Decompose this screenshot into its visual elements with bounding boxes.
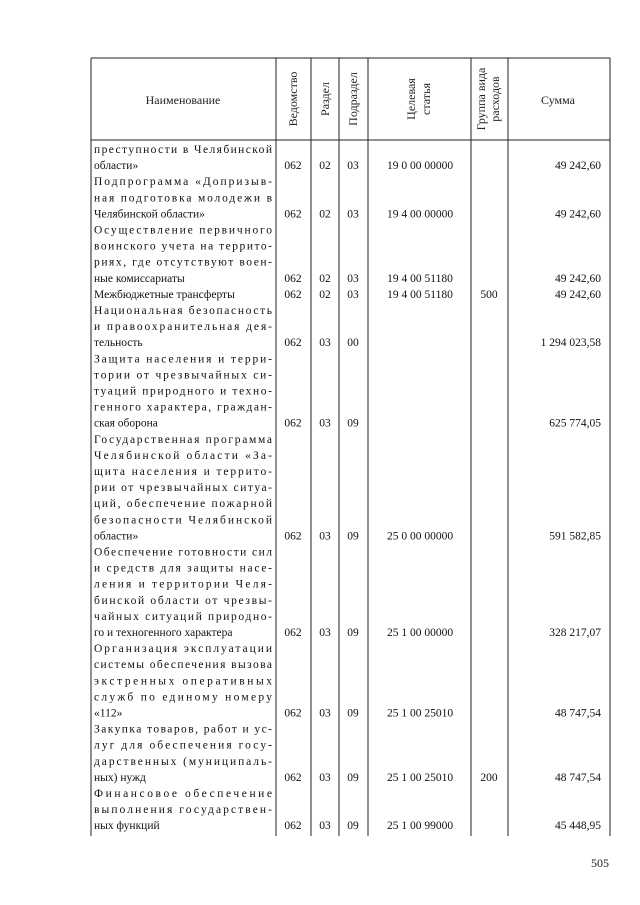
table-row: [94, 643, 601, 719]
table-row: [94, 176, 601, 220]
cell-section: 03: [319, 417, 331, 430]
cell-section: 03: [319, 820, 331, 833]
cell-dept: 062: [284, 272, 302, 285]
cell-subsection: 09: [347, 771, 359, 784]
header-expense-line1: Группа вида: [474, 67, 488, 131]
row-name-line: генного характера, граждан-: [94, 401, 272, 414]
cell-dept: 062: [284, 530, 302, 543]
row-name-line: Челябинской области»: [94, 208, 205, 221]
cell-subsection: 03: [347, 288, 359, 301]
row-name-line: безопасности Челябинской: [94, 514, 272, 527]
cell-dept: 062: [284, 820, 302, 833]
table-row: [94, 788, 601, 832]
row-name-line: рии от чрезвычайных ситуа-: [94, 482, 272, 495]
cell-target: 25 1 00 25010: [386, 771, 454, 784]
row-name-line: Осуществление первичного: [94, 224, 272, 237]
cell-subsection: 09: [347, 417, 359, 430]
row-name-line: «112»: [94, 707, 123, 720]
row-name-line: ления и территории Челя-: [94, 578, 272, 591]
cell-section: 03: [319, 627, 331, 639]
row-name-line: Обеспечение готовности сил: [94, 546, 272, 559]
row-name-line: экстренных оперативных: [94, 675, 272, 688]
header-subsection: Подраздел: [346, 72, 360, 126]
cell-target: 25 1 00 99000: [386, 820, 454, 833]
cell-subsection: 00: [347, 337, 359, 350]
table-row: [94, 225, 601, 285]
row-name-line: ные комиссариаты: [94, 272, 185, 285]
row-name-line: ская оборона: [94, 417, 158, 430]
row-name-line: воинского учета на террито-: [94, 240, 272, 253]
row-name-line: ций, обеспечение пожарной: [94, 498, 272, 511]
cell-sum: 49 242,60: [555, 160, 601, 173]
row-name-line: Подпрограмма «Допризыв-: [94, 176, 272, 189]
header-dept: Ведомство: [286, 71, 300, 127]
row-name-line: служб по единому номеру: [94, 691, 272, 704]
cell-target: 19 0 00 00000: [386, 160, 454, 173]
row-name-line: луг для обеспечения госу-: [94, 739, 272, 752]
row-name-line: и средств для защиты насе-: [94, 562, 272, 575]
row-name-line: чайных ситуаций природно-: [94, 610, 272, 623]
row-name-line: Организация эксплуатации: [94, 643, 272, 656]
table-row: [94, 305, 601, 349]
cell-subsection: 03: [347, 272, 359, 285]
header-target-line1: Целевая: [404, 78, 418, 120]
row-name-line: бинской области от чрезвы-: [94, 594, 272, 607]
table-row: [94, 353, 601, 429]
cell-section: 03: [319, 337, 331, 350]
table-header: [146, 67, 576, 130]
table-row: [94, 434, 601, 543]
row-name-line: ных) нужд: [94, 771, 146, 784]
row-name-line: преступности в Челябинской: [94, 144, 272, 156]
cell-subsection: 03: [347, 208, 359, 221]
cell-dept: 062: [284, 627, 302, 639]
row-name-line: Финансовое обеспечение: [94, 788, 272, 800]
row-name-line: Челябинской области «За-: [94, 449, 272, 462]
cell-sum: 48 747,54: [555, 707, 601, 720]
cell-target: 19 4 00 51180: [387, 272, 453, 285]
cell-section: 03: [319, 771, 331, 784]
row-name-line: тельность: [94, 337, 143, 350]
row-name-line: го и техногенного характера: [94, 627, 233, 639]
cell-expense: 500: [480, 288, 498, 301]
table-body: [94, 144, 601, 832]
cell-target: 19 4 00 00000: [386, 208, 454, 221]
row-name-line: области»: [94, 530, 139, 543]
cell-target: 25 1 00 00000: [386, 627, 454, 639]
cell-section: 02: [319, 272, 331, 285]
cell-dept: 062: [284, 707, 302, 720]
cell-subsection: 09: [347, 627, 359, 639]
row-name-line: ных функций: [94, 820, 160, 833]
table-row: [94, 144, 601, 172]
row-name-line: ная подготовка молодежи в: [94, 192, 272, 205]
cell-dept: 062: [284, 288, 302, 301]
cell-dept: 062: [284, 208, 302, 221]
row-name-line: щита населения и террито-: [94, 466, 272, 478]
cell-subsection: 09: [347, 707, 359, 720]
cell-sum: 45 448,95: [555, 820, 601, 833]
header-name: Наименование: [145, 93, 221, 107]
cell-subsection: 09: [347, 820, 359, 833]
row-name-line: дарственных (муниципаль-: [94, 755, 272, 768]
cell-section: 03: [319, 530, 331, 543]
row-name-line: Закупка товаров, работ и ус-: [94, 723, 272, 736]
cell-expense: 200: [480, 771, 498, 784]
cell-section: 02: [319, 160, 331, 173]
cell-dept: 062: [284, 771, 302, 784]
row-name-line: Государственная программа: [94, 433, 272, 446]
cell-dept: 062: [284, 160, 302, 173]
row-name-line: туаций природного и техно-: [94, 385, 272, 398]
cell-sum: 48 747,54: [555, 771, 601, 784]
cell-sum: 49 242,60: [555, 288, 601, 301]
cell-sum: 328 217,07: [549, 627, 601, 639]
cell-dept: 062: [284, 337, 302, 350]
row-name-line: системы обеспечения вызова: [94, 659, 272, 672]
cell-section: 03: [319, 707, 331, 720]
header-expense-line2: расходов: [488, 76, 502, 122]
cell-dept: 062: [284, 417, 302, 430]
cell-subsection: 03: [347, 160, 359, 173]
cell-sum: 49 242,60: [555, 272, 601, 285]
cell-section: 02: [319, 208, 331, 221]
table-row: [94, 547, 601, 640]
header-section: Раздел: [318, 82, 332, 116]
table-row: [94, 724, 601, 784]
table-row: [94, 289, 601, 301]
cell-sum: 49 242,60: [555, 208, 601, 221]
row-name-line: Защита населения и терри-: [94, 353, 272, 366]
row-name-line: и правоохранительная дея-: [94, 321, 272, 334]
cell-subsection: 09: [347, 530, 359, 543]
header-target-line2: статья: [419, 83, 433, 115]
row-name-line: тории от чрезвычайных си-: [94, 369, 272, 382]
row-name-line: Межбюджетные трансферты: [94, 288, 235, 301]
cell-sum: 625 774,05: [549, 417, 601, 430]
cell-target: 19 4 00 51180: [387, 288, 453, 301]
page-number: 505: [591, 856, 609, 870]
header-sum: Сумма: [541, 93, 575, 107]
cell-target: 25 1 00 25010: [386, 707, 454, 720]
row-name-line: выполнения государствен-: [94, 804, 272, 817]
cell-sum: 591 582,85: [549, 530, 601, 543]
row-name-line: области»: [94, 160, 139, 173]
row-name-line: Национальная безопасность: [94, 305, 272, 317]
row-name-line: риях, где отсутствуют воен-: [94, 256, 272, 269]
cell-sum: 1 294 023,58: [540, 337, 601, 350]
cell-target: 25 0 00 00000: [386, 530, 454, 543]
cell-section: 02: [319, 288, 331, 301]
